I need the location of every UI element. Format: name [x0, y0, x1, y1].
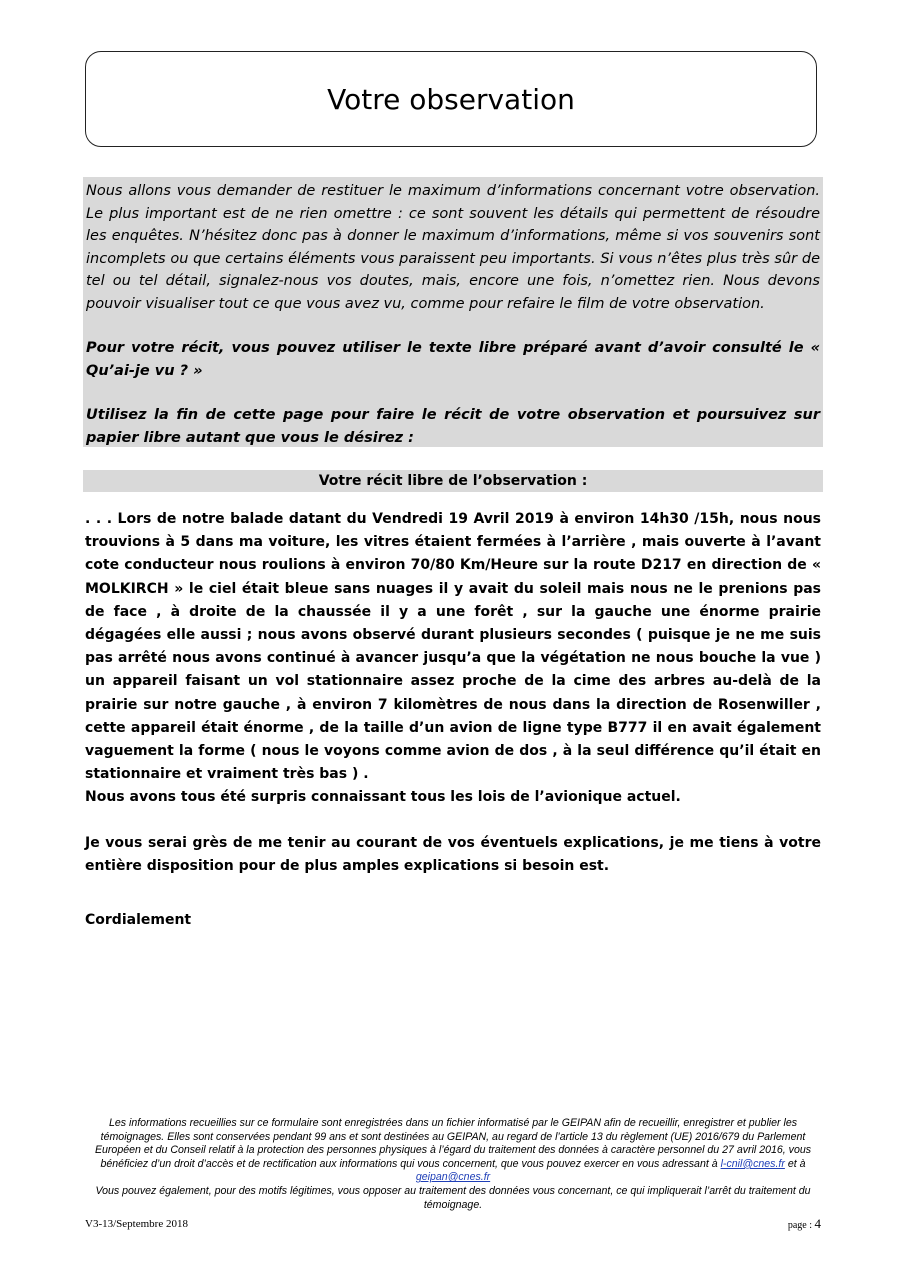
footer-text-2: Vous pouvez également, pour des motifs légitimes, vous opposer au traitement des données vous concernant, ce qui impliquerait l’arrêt du traitement du témoignage.: [95, 1184, 811, 1211]
title-box: [85, 51, 817, 147]
narrative-paragraph-1b: Nous avons tous été surpris connaissant tous les lois de l’avionique actuel.: [85, 789, 681, 806]
section-header: Votre récit libre de l’observation :: [83, 470, 823, 492]
cnil-email-link[interactable]: l-cnil@cnes.fr: [720, 1157, 785, 1170]
page-label: page :: [787, 1220, 812, 1231]
footer-text-1-body: Les informations recueillies sur ce formulaire sont enregistrées dans un fichier informatisé par le GEIPAN afin de recueillir, enregistrer et publier les témoignages. Elles sont conservées pendant 99 ans et sont destinées au GEIPAN, au regard de l’article 13 du règlement (UE) 2016/679 du Parlement Européen et du Conseil relatif à la protection des personnes physiques à l’égard du traitement des données à caractère personnel du 27 avril 2016, vous bénéficiez d’un droit d’accès et de rectification aux informations qui vous concernent, que vous pouvez exercer en vous adressant à: [94, 1117, 812, 1170]
geipan-email-link[interactable]: geipan@cnes.fr: [415, 1171, 491, 1184]
page-number: [788, 1216, 821, 1232]
narrative-paragraph-1: . . . Lors de notre balade datant du Vendredi 19 Avril 2019 à environ 14h30 /15h, nous nous trouvions à 5 dans ma voiture, les vitres étaient fermées à l’arrière , mais ouverte à l’avant cote conducteur nous roulions à environ 70/80 Km/Heure sur la route D217 en direction de « MOLKIRCH » le ciel était bleue sans nuages il y avait du soleil mais nous ne le prenions pas de face , à droite de la chaussée il y a une forêt , sur la gauche une énorme prairie dégagées elle aussi ; nous avons observé durant plusieurs secondes ( puisque je ne me suis pas arrêté nous avons continué à avancer jusqu’a que la végétation ne nous bouche la vue ) un appareil faisant un vol stationnaire assez proche de la cime des arbres au-delà de la prairie sur notre gauche , à environ 7 kilomètres de nous dans la direction de Rosenwiller , cette appareil était énorme , de la taille d’un avion de ligne type B777 il en avait également vaguement la forme ( nous le voyons comme avion de dos , à la seul différence qu’il était en stationnaire et vraiment très bas ) .: [85, 511, 821, 783]
page-title: Votre observation: [327, 82, 575, 116]
intro-paragraph-1: Nous allons vous demander de restituer le maximum d’informations concernant votre observation. Le plus important est de ne rien omettre : ce sont souvent les détails qui permettent de résoudre les enquêtes. N’hésitez donc pas à donner le maximum d’informations, même si vos souvenirs sont incomplets ou que certains éléments vous paraissent peu importants. Si vous n’êtes plus très sûr de tel ou tel détail, signalez-nous vos doutes, mais, encore une fois, n’omettez rien. Nous devons pouvoir visualiser tout ce que vous avez vu, comme pour refaire le film de votre observation.: [86, 183, 820, 312]
footer-text-1: [85, 1117, 821, 1185]
narrative-body: [85, 508, 821, 878]
page-number-value: 4: [814, 1216, 821, 1231]
intro-paragraph-2: Pour votre récit, vous pouvez utiliser le texte libre préparé avant d’avoir consulté le « Qu’ai-je vu ? »: [86, 340, 820, 379]
privacy-footer: [85, 1117, 821, 1212]
intro-box: [83, 177, 823, 447]
narrative-paragraph-2: Je vous serai grès de me tenir au courant de vos éventuels explications, je me tiens à votre entière disposition pour de plus amples explications si besoin est.: [85, 834, 821, 874]
intro-paragraph-3: Utilisez la fin de cette page pour faire le récit de votre observation et poursuivez sur papier libre autant que vous le désirez :: [86, 407, 820, 446]
footer-and: et à: [784, 1157, 806, 1170]
version-label: V3-13/Septembre 2018: [85, 1218, 188, 1230]
closing-salutation: Cordialement: [85, 912, 192, 928]
